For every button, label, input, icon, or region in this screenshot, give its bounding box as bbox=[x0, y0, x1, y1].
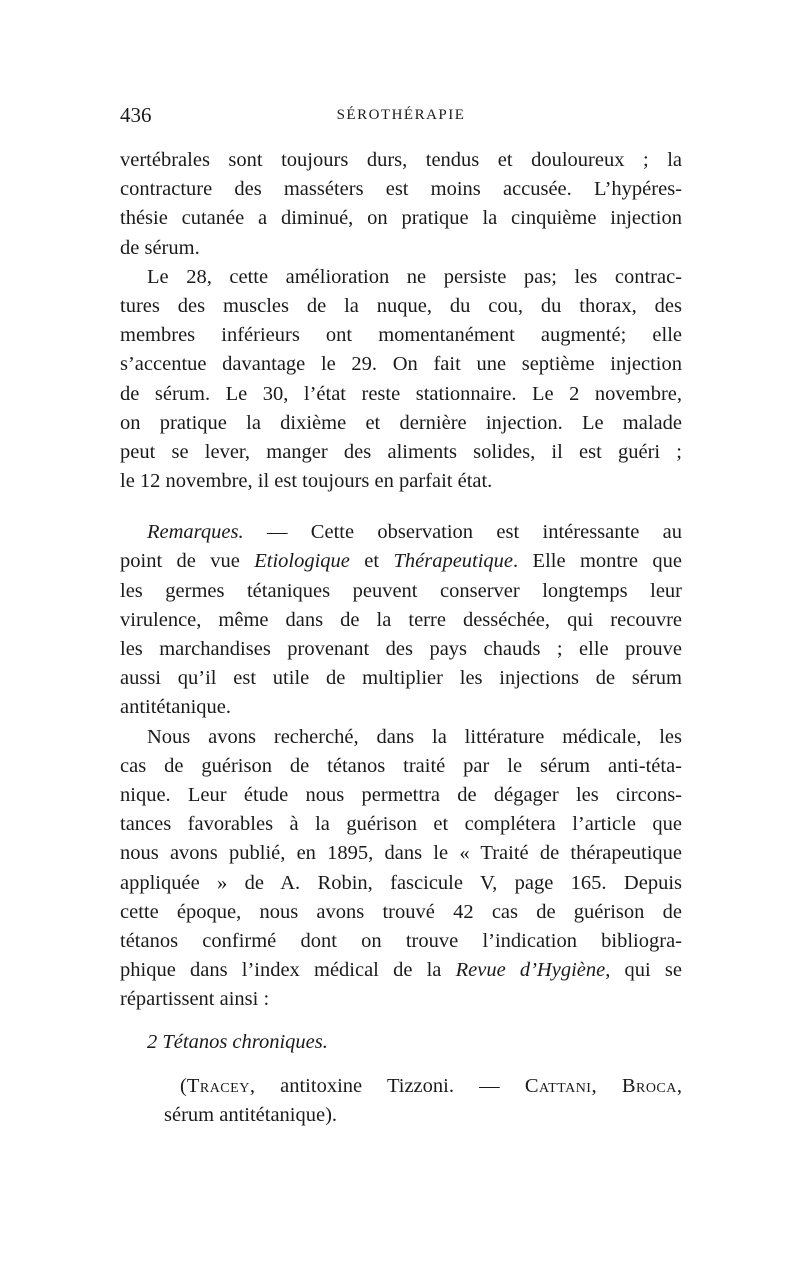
author-name: Tracey bbox=[186, 1074, 250, 1097]
text-line: les marchandises provenant des pays chauds ; elle prouve bbox=[120, 638, 682, 660]
text-line: membres inférieurs ont momentanément augmenté; elle bbox=[120, 324, 682, 347]
author-name: Broca bbox=[621, 1074, 677, 1097]
text-line: on pratique la dixième et dernière injection. Le malade bbox=[120, 411, 682, 434]
text-line: de sérum. Le 30, l’état reste stationnaire. Le 2 novembre, bbox=[120, 382, 682, 405]
text-line: antitétanique. bbox=[120, 696, 231, 719]
text-line: le 12 novembre, il est toujours en parfait état. bbox=[120, 470, 493, 493]
text-segment: — Cette observation est intéressante au bbox=[243, 521, 682, 544]
section-heading-text: 2 Tétanos chroniques. bbox=[147, 1031, 328, 1054]
text-line: vertébrales sont toujours durs, tendus et douloureux ; la bbox=[120, 149, 682, 171]
text-line: tures des muscles de la nuque, du cou, du thorax, des bbox=[120, 294, 682, 317]
text-line bbox=[120, 547, 682, 576]
text-line: répartissent ainsi : bbox=[120, 988, 270, 1011]
text-line: cette époque, nous avons trouvé 42 cas de guérison de bbox=[120, 900, 682, 923]
page-header bbox=[120, 103, 682, 133]
text-segment: . Elle montre que bbox=[513, 550, 682, 573]
text-line: tances favorables à la guérison et complétera l’article que bbox=[120, 813, 682, 836]
italic-title: Revue d’Hygiène bbox=[455, 959, 606, 982]
text-line: tétanos confirmé dont on trouve l’indication bibliogra- bbox=[120, 929, 682, 952]
paragraph-gap bbox=[120, 496, 682, 518]
text-line: de sérum. bbox=[120, 236, 200, 259]
text-line: cas de guérison de tétanos traité par le sérum anti-téta- bbox=[120, 754, 682, 777]
citation-line: sérum antitétanique). bbox=[164, 1103, 338, 1126]
text-line: aussi qu’il est utile de multiplier les injections de sérum bbox=[120, 667, 682, 690]
section-heading bbox=[120, 1028, 682, 1057]
text-line: virulence, même dans de la terre desséchée, qui recouvre bbox=[120, 608, 682, 631]
paragraph-gap bbox=[120, 1014, 682, 1028]
paragraph-gap bbox=[120, 1058, 682, 1072]
text-segment: , antitoxine Tizzoni. — bbox=[249, 1074, 525, 1097]
text-line: Nous avons recherché, dans la littérature médicale, les bbox=[147, 725, 682, 748]
body-text bbox=[120, 146, 682, 1130]
text-segment: , bbox=[591, 1074, 622, 1097]
running-title: SÉROTHÉRAPIE bbox=[336, 107, 466, 123]
text-line: peut se lever, manger des aliments solides, il est guéri ; bbox=[120, 440, 682, 463]
text-segment: , qui se bbox=[605, 959, 683, 982]
text-line: thésie cutanée a diminué, on pratique la cinquième injection bbox=[120, 207, 682, 230]
text-segment: , bbox=[676, 1074, 683, 1097]
italic-term: Thérapeutique bbox=[393, 550, 514, 573]
text-line: contracture des masséters est moins accusée. L’hypéres- bbox=[120, 178, 682, 201]
text-segment: et bbox=[349, 550, 394, 573]
text-segment: ( bbox=[180, 1074, 187, 1097]
text-segment: point de vue bbox=[120, 550, 255, 573]
text-line bbox=[120, 956, 682, 985]
remarques-label: Remarques. bbox=[147, 521, 244, 544]
text-line: s’accentue davantage le 29. On fait une septième injection bbox=[120, 353, 682, 376]
author-name: Cattani bbox=[524, 1074, 592, 1097]
citation-line bbox=[120, 1072, 682, 1101]
italic-term: Etiologique bbox=[254, 550, 350, 573]
text-line bbox=[120, 518, 682, 547]
page-number: 436 bbox=[120, 103, 152, 127]
text-line: nous avons publié, en 1895, dans le « Traité de thérapeutique bbox=[120, 842, 682, 865]
text-line: les germes tétaniques peuvent conserver longtemps leur bbox=[120, 579, 682, 602]
text-line: Le 28, cette amélioration ne persiste pas; les contrac- bbox=[147, 265, 682, 288]
text-segment: phique dans l’index médical de la bbox=[120, 959, 456, 982]
text-line: nique. Leur étude nous permettra de dégager les circons- bbox=[120, 783, 682, 806]
text-line: appliquée » de A. Robin, fascicule V, page 165. Depuis bbox=[120, 871, 682, 894]
